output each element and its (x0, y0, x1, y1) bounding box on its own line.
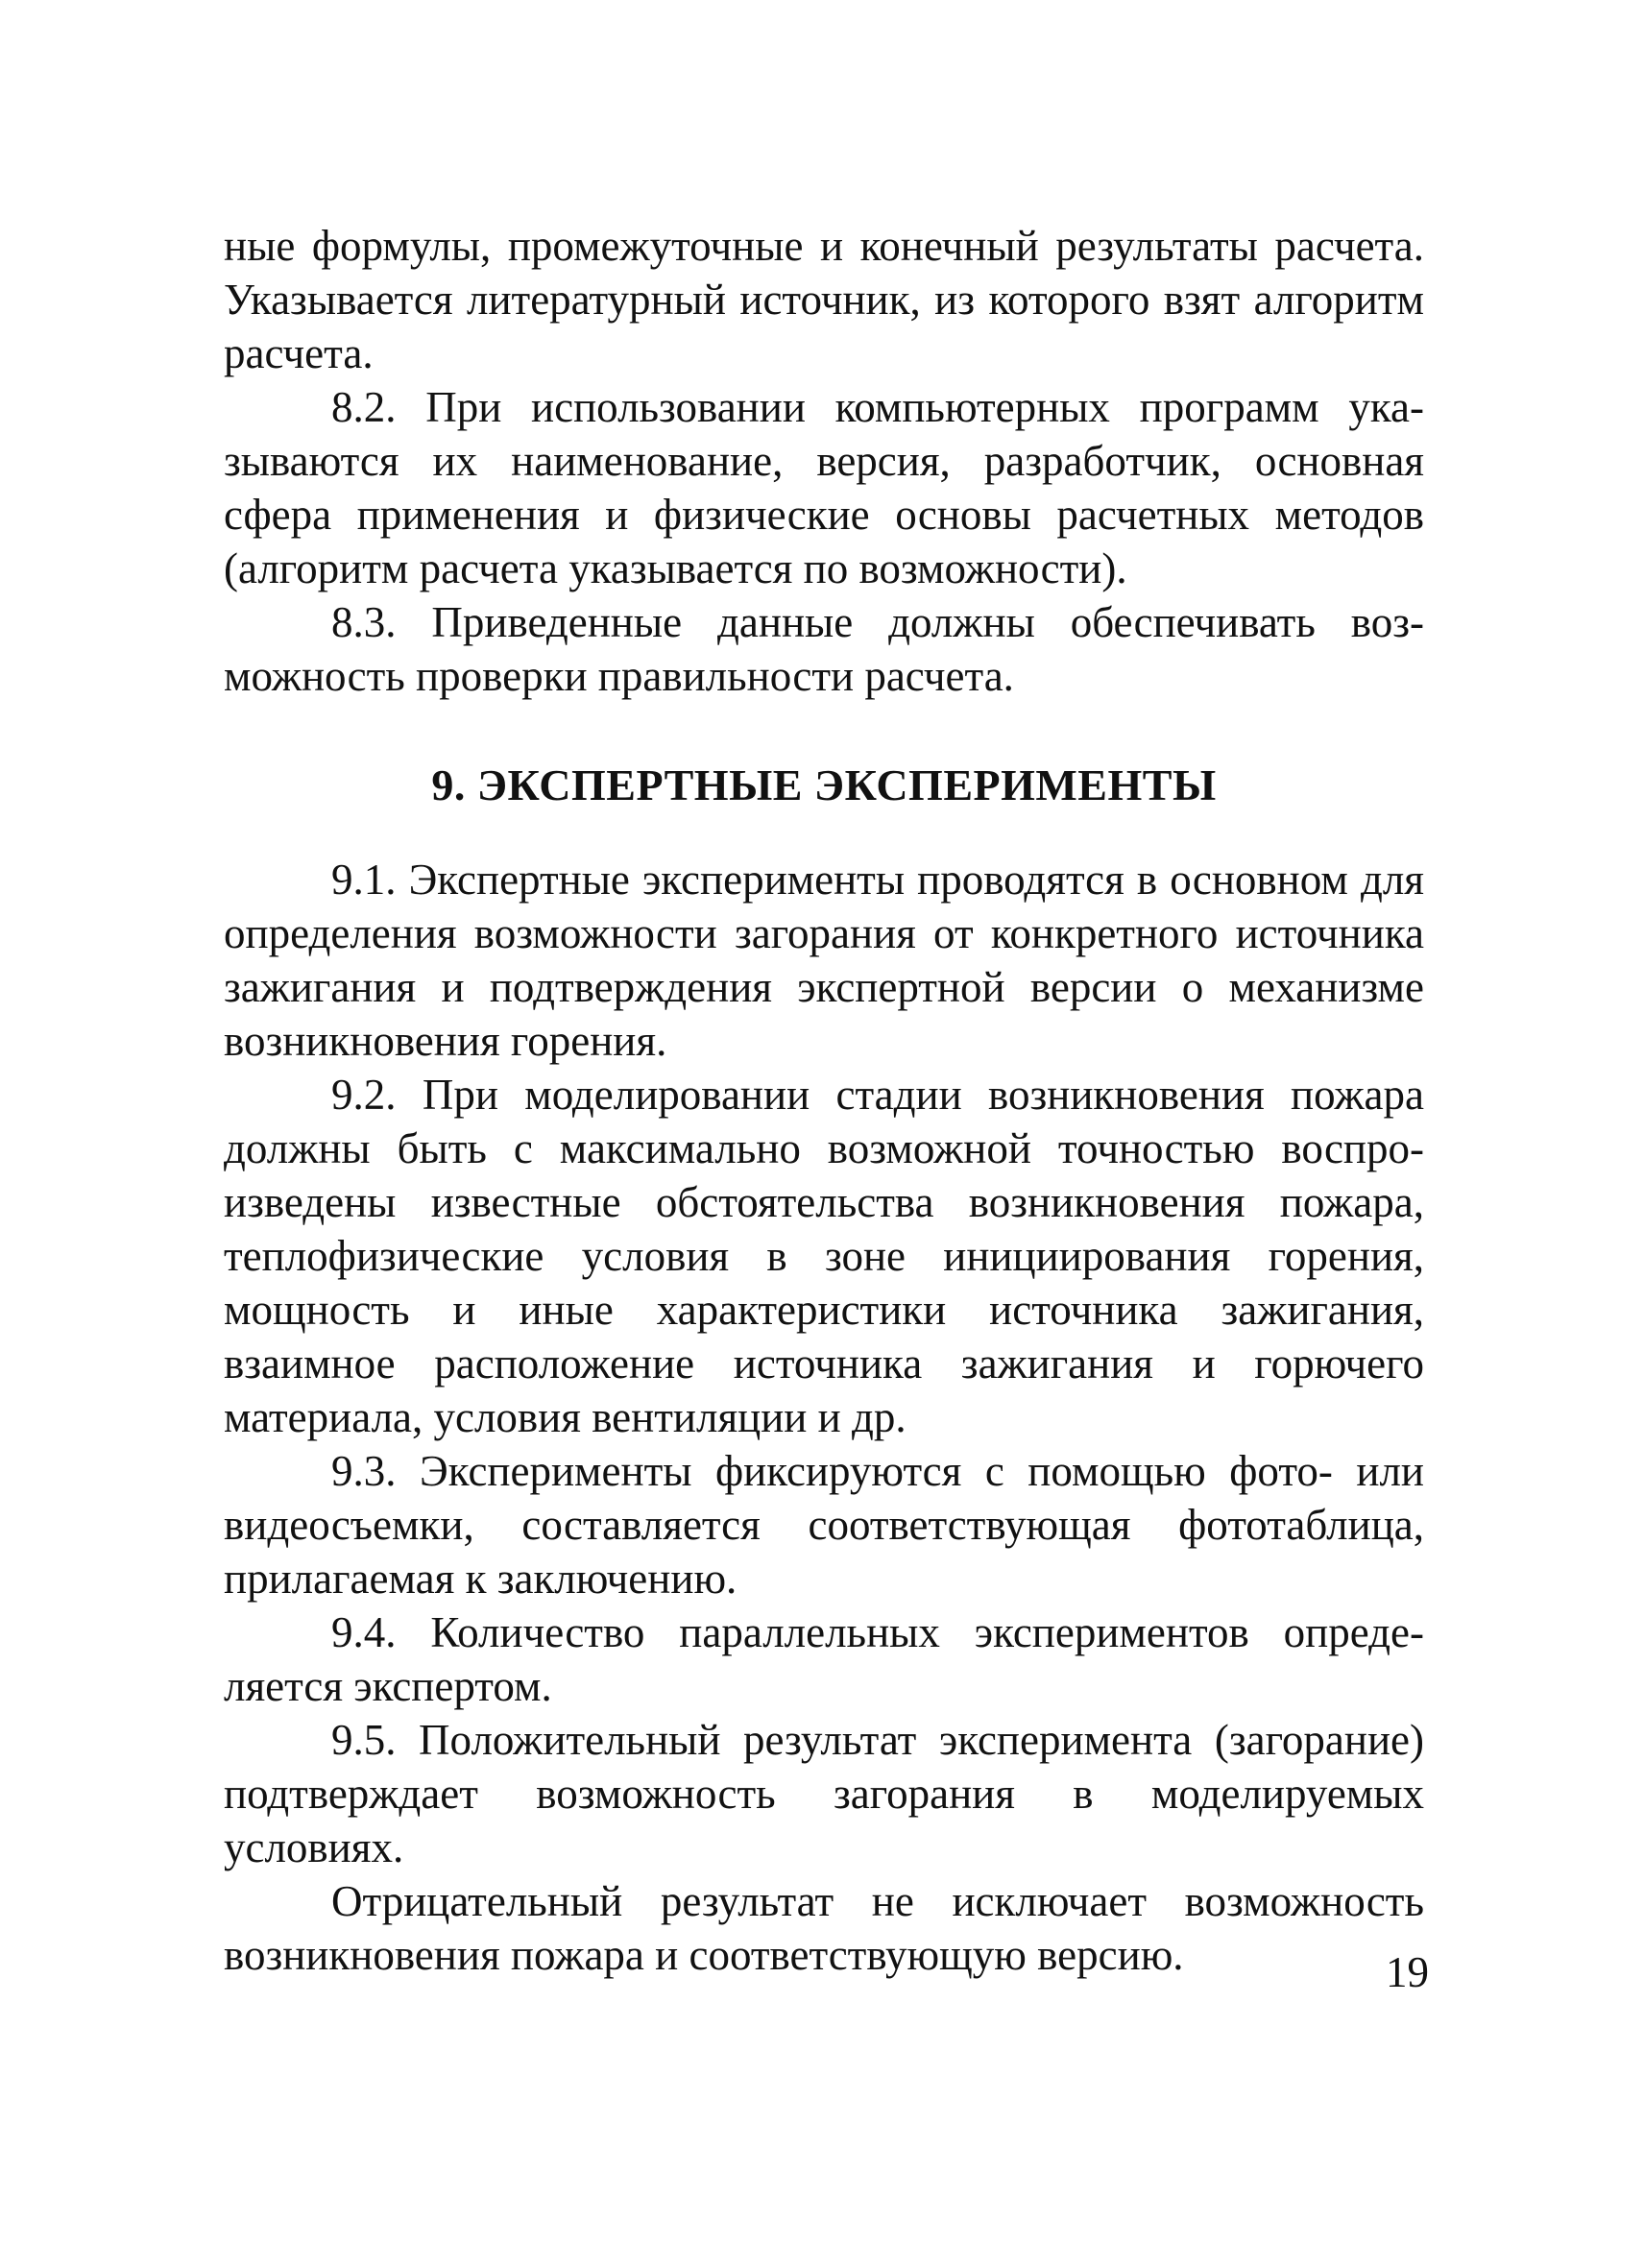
section-9-heading: 9. ЭКСПЕРТНЫЕ ЭКСПЕРИМЕНТЫ (431, 760, 1217, 809)
paragraph-9-1: 9.1. Экспертные эксперименты проводятся в основном для определения возможности загорания от конкретного источника зажигания и подтверждения экспертной версии о механизме возникновения горения. (224, 856, 1424, 1065)
paragraph-9-4: 9.4. Количество параллельных экспериментов определяется экспертом. (224, 1608, 1424, 1710)
paragraph-8-3: 8.3. Приведенные данные должны обеспечивать возможность проверки правильности расчета. (224, 598, 1424, 700)
continuation-paragraph: ные формулы, промежуточные и конечный результаты расчета. Указывается литературный источник, из которого взят алгоритм расчета. (224, 222, 1424, 377)
paragraph-9-3: 9.3. Эксперименты фиксируются с помощью фото- или видеосъемки, составляется соответствующая фототаблица, прилагаемая к заключению. (224, 1447, 1424, 1603)
paragraph-8-2: 8.2. При использовании компьютерных программ указываются их наименование, версия, разработчик, основная сфера применения и физические основы расчетных методов (алгоритм расчета указывается по возможности). (224, 383, 1424, 592)
page-number: 19 (1386, 1948, 1429, 1996)
page-body (224, 219, 1424, 1982)
paragraph-9-5: 9.5. Положительный результат эксперимента (загорание) подтверждает возможность загорания в моделируемых условиях. (224, 1716, 1424, 1871)
paragraph-9-2: 9.2. При моделировании стадии возникновения пожара должны быть с максимально возможной точностью воспроизведены известные обстоятельства возникновения пожара, теплофизические условия в зоне инициирования горения, мощность и иные характеристики источника зажигания, взаимное расположение источника зажигания и горючего материала, условия вентиляции и др. (224, 1071, 1424, 1441)
paragraph-9-5-continued: Отрицательный результат не исключает возможность возникновения пожара и соответствующую версию. (224, 1877, 1424, 1979)
